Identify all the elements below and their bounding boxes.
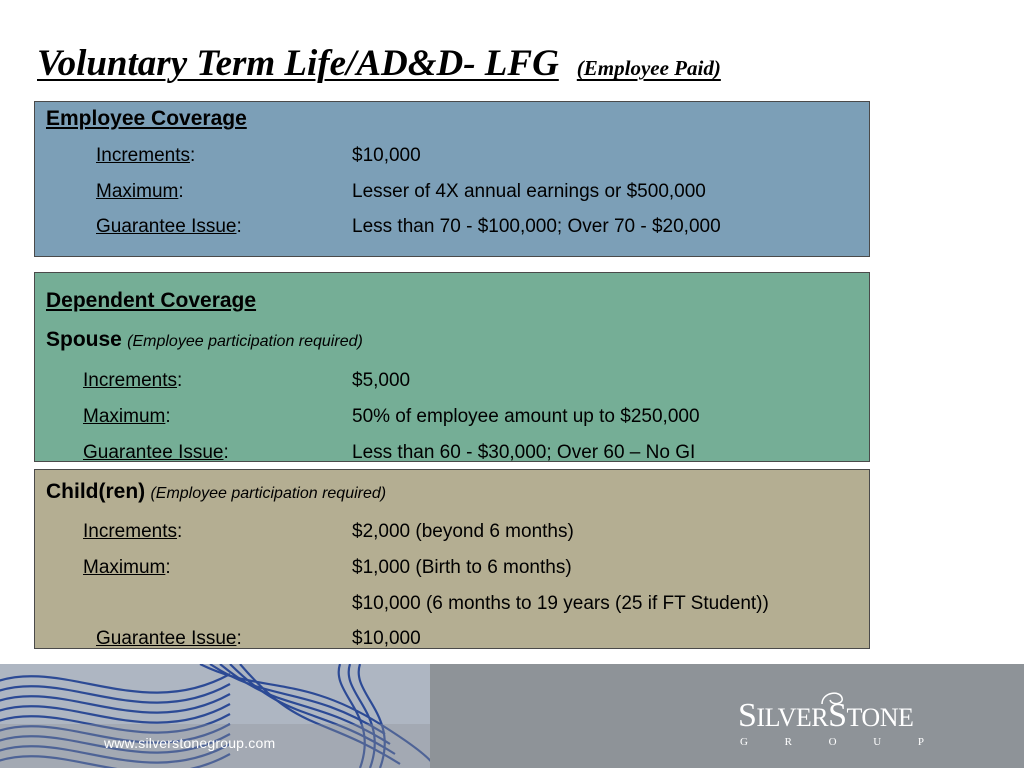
children-maximum-value-1: $1,000 (Birth to 6 months) — [352, 557, 572, 578]
dependent-coverage-panel — [34, 272, 870, 462]
footer-decorative-art — [0, 664, 430, 768]
logo-wordmark: SILVERSTONE — [738, 697, 914, 734]
employee-increments-value: $10,000 — [352, 145, 421, 166]
employee-increments-label: Increments: — [96, 145, 196, 166]
spouse-heading — [46, 329, 363, 353]
silverstone-group-logo — [738, 696, 928, 756]
children-note: (Employee participation required) — [150, 485, 387, 502]
children-heading — [46, 481, 386, 505]
children-increments-value: $2,000 (beyond 6 months) — [352, 521, 574, 542]
children-maximum-value-2: $10,000 (6 months to 19 years (25 if FT Student)) — [352, 593, 769, 614]
spouse-label: Spouse — [46, 328, 122, 351]
children-guarantee-issue-value: $10,000 — [352, 628, 421, 649]
spouse-increments-label: Increments: — [83, 370, 183, 391]
dependent-coverage-heading: Dependent Coverage — [46, 289, 257, 312]
title-main: Voluntary Term Life/AD&D- LFG — [37, 43, 559, 84]
employee-maximum-value: Lesser of 4X annual earnings or $500,000 — [352, 181, 706, 202]
employee-maximum-label: Maximum: — [96, 181, 184, 202]
children-guarantee-issue-label: Guarantee Issue: — [96, 628, 242, 649]
spouse-maximum-label: Maximum: — [83, 406, 171, 427]
children-coverage-panel — [34, 469, 870, 649]
children-increments-label: Increments: — [83, 521, 183, 542]
spouse-guarantee-issue-value: Less than 60 - $30,000; Over 60 – No GI — [352, 442, 696, 462]
spouse-maximum-value: 50% of employee amount up to $250,000 — [352, 406, 700, 427]
employee-coverage-heading: Employee Coverage — [46, 107, 247, 130]
spouse-note: (Employee participation required) — [127, 333, 363, 350]
logo-group-text: G R O U P — [740, 736, 924, 748]
employee-guarantee-issue-label: Guarantee Issue: — [96, 216, 242, 237]
employee-coverage-panel — [34, 101, 870, 257]
footer-website-url[interactable]: www.silverstonegroup.com — [104, 735, 276, 751]
slide-title — [37, 42, 721, 90]
children-maximum-label: Maximum: — [83, 557, 171, 578]
children-label: Child(ren) — [46, 480, 146, 503]
spouse-guarantee-issue-label: Guarantee Issue: — [83, 442, 229, 462]
spouse-increments-value: $5,000 — [352, 370, 411, 391]
employee-guarantee-issue-value: Less than 70 - $100,000; Over 70 - $20,000 — [352, 216, 721, 237]
title-subtitle: (Employee Paid) — [576, 56, 721, 80]
